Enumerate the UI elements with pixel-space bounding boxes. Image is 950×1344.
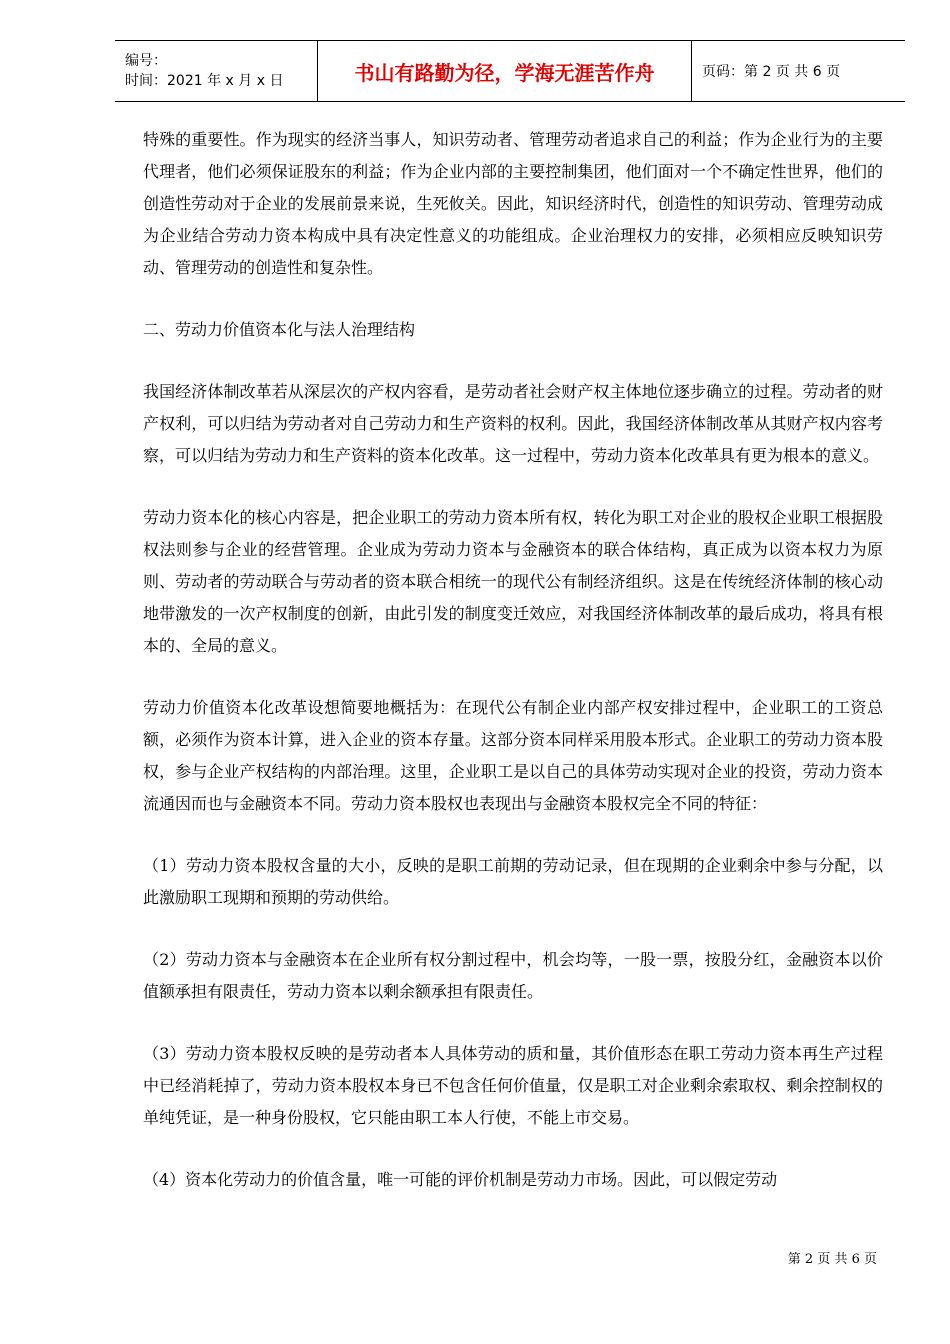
header-motto: 书山有路勤为径，学海无涯苦作舟 [318, 41, 692, 101]
list-item: （3）劳动力资本股权反映的是劳动者本人具体劳动的质和量，其价值形态在职工劳动力资本再生产过程中已经消耗掉了，劳动力资本股权本身已不包含任何价值量，仅是职工对企业剩余索取权、剩余控制权的单纯凭证，是一种身份股权，它只能由职工本人行使，不能上市交易。 [143, 1044, 883, 1127]
paragraph: 劳动力价值资本化改革设想简要地概括为：在现代公有制企业内部产权安排过程中，企业职工的工资总额，必须作为资本计算，进入企业的资本存量。这部分资本同样采用股本形式。企业职工的劳动力资本股权，参与企业产权结构的内部治理。这里，企业职工是以自己的具体劳动实现对企业的投资，劳动力资本流通因而也与金融资本不同。劳动力资本股权也表现出与金融资本股权完全不同的特征： [143, 698, 883, 813]
paragraph: 特殊的重要性。作为现实的经济当事人，知识劳动者、管理劳动者追求自己的利益；作为企业行为的主要代理者，他们必须保证股东的利益；作为企业内部的主要控制集团，他们面对一个不确定性世界，他们的创造性劳动对于企业的发展前景来说，生死攸关。因此，知识经济时代，创造性的知识劳动、管理劳动成为企业结合劳动力资本构成中具有决定性意义的功能组成。企业治理权力的安排，必须相应反映知识劳动、管理劳动的创造性和复杂性。 [143, 130, 883, 277]
page-header [115, 40, 905, 102]
paragraph: 我国经济体制改革若从深层次的产权内容看，是劳动者社会财产权主体地位逐步确立的过程。劳动者的财产权利，可以归结为劳动者对自己劳动力和生产资料的权利。因此，我国经济体制改革从其财产权内容考察，可以归结为劳动力和生产资料的资本化改革。这一过程中，劳动力资本化改革具有更为根本的意义。 [143, 382, 883, 465]
header-meta [115, 41, 318, 101]
doc-date: 时间：2021 年 x 月 x 日 [125, 73, 284, 89]
list-item: （2）劳动力资本与金融资本在企业所有权分割过程中，机会均等，一股一票，按股分红，金融资本以价值额承担有限责任，劳动力资本以剩余额承担有限责任。 [143, 950, 883, 1001]
header-page-info: 页码：第 2 页 共 6 页 [702, 64, 841, 80]
section-heading: 二、劳动力价值资本化与法人治理结构 [143, 320, 416, 339]
list-item: （1）劳动力资本股权含量的大小，反映的是职工前期的劳动记录，但在现期的企业剩余中参与分配，以此激励职工现期和预期的劳动供给。 [143, 856, 883, 907]
document-body [143, 124, 883, 1226]
doc-number: 编号： [125, 53, 167, 69]
page-footer: 第 2 页 共 6 页 [787, 1252, 877, 1267]
list-item: （4）资本化劳动力的价值含量，唯一可能的评价机制是劳动力市场。因此，可以假定劳动 [143, 1170, 778, 1189]
paragraph: 劳动力资本化的核心内容是，把企业职工的劳动力资本所有权，转化为职工对企业的股权企业职工根据股权法则参与企业的经营管理。企业成为劳动力资本与金融资本的联合体结构，真正成为以资本权力为原则、劳动者的劳动联合与劳动者的资本联合相统一的现代公有制经济组织。这是在传统经济体制的核心动地带激发的一次产权制度的创新，由此引发的制度变迁效应，对我国经济体制改革的最后成功，将具有根本的、全局的意义。 [143, 508, 883, 655]
